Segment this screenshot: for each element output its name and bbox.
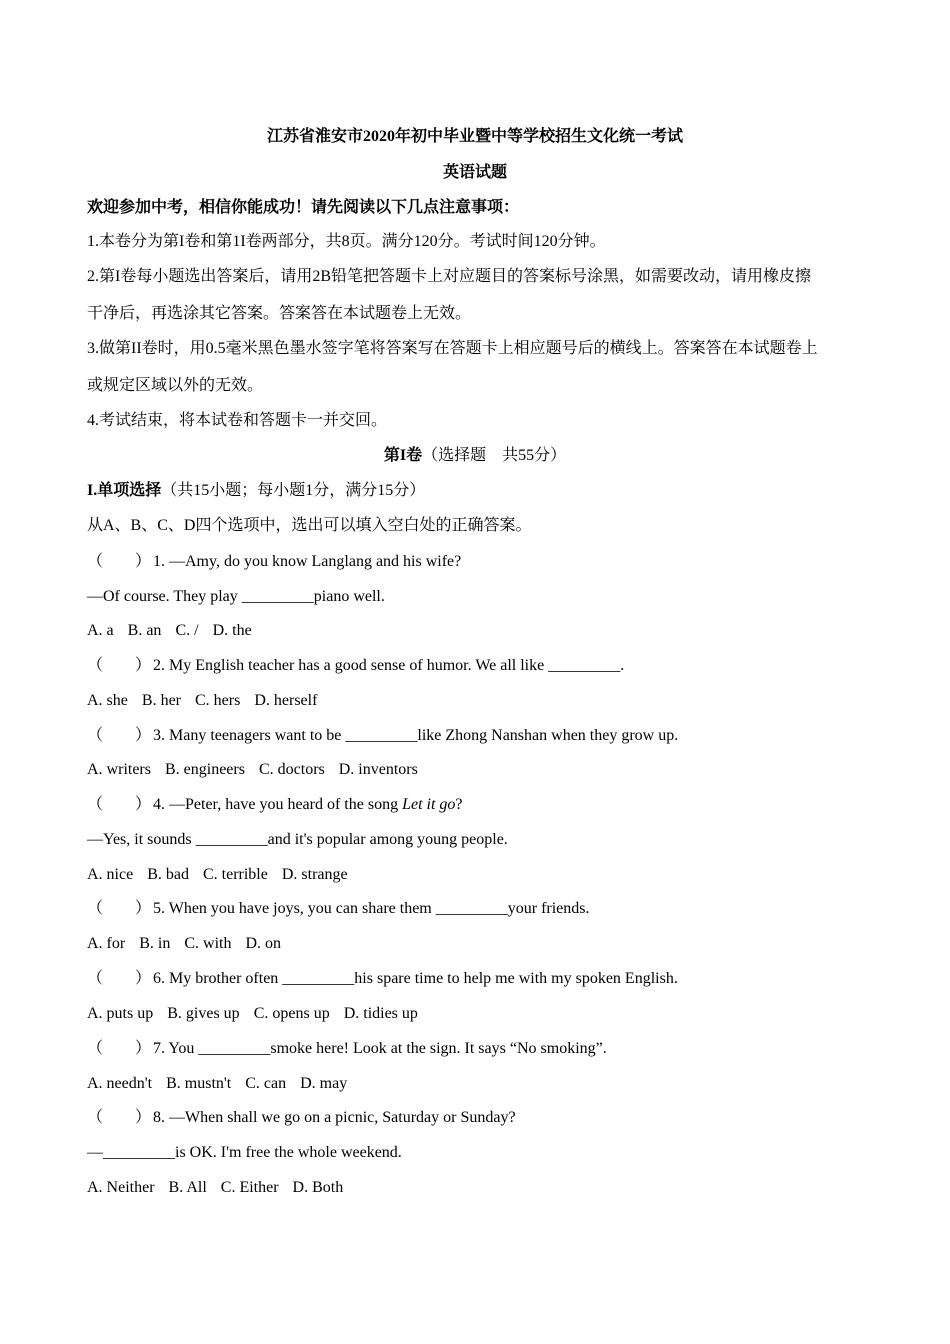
section-title [0, 446, 950, 466]
option: D. herself [254, 692, 318, 709]
option: A. she [87, 692, 128, 709]
answer-paren: （ ） [87, 1040, 152, 1057]
question-stem: 1. —Amy, do you know Langlang and his wife? [153, 553, 462, 570]
option: B. mustn't [166, 1075, 232, 1092]
option: D. inventors [338, 761, 418, 778]
option: C. with [184, 935, 232, 952]
question-stem-end: ? [455, 796, 463, 813]
note-4: 4.考试结束，将本试卷和答题卡一并交回。 [87, 412, 388, 429]
note-3-cont: 或规定区域以外的无效。 [87, 377, 264, 394]
part-instruction: 从A、B、C、D四个选项中，选出可以填入空白处的正确答案。 [87, 517, 532, 534]
question-1 [87, 552, 863, 572]
option: A. puts up [87, 1005, 154, 1022]
option: C. / [175, 622, 199, 639]
question-3-options [87, 760, 863, 780]
option: A. nice [87, 866, 134, 883]
question-1-options [87, 621, 863, 641]
option: B. her [141, 692, 181, 709]
question-stem: 7. You _________smoke here! Look at the sign. It says “No smoking”. [153, 1040, 607, 1057]
answer-paren: （ ） [87, 900, 152, 917]
answer-paren: （ ） [87, 727, 152, 744]
option: C. opens up [253, 1005, 330, 1022]
option: C. can [245, 1075, 287, 1092]
question-4-options [87, 865, 863, 885]
option: B. an [127, 622, 162, 639]
question-stem: 2. My English teacher has a good sense of humor. We all like _________. [153, 657, 625, 674]
option: A. a [87, 622, 114, 639]
question-stem: 3. Many teenagers want to be _________like Zhong Nanshan when they grow up. [153, 727, 679, 744]
option: D. Both [292, 1179, 344, 1196]
answer-paren: （ ） [87, 657, 152, 674]
song-title: Let it go [402, 796, 456, 813]
answer-paren: （ ） [87, 796, 152, 813]
question-4-reply: —Yes, it sounds _________and it's popular among young people. [87, 831, 508, 848]
answer-paren: （ ） [87, 970, 152, 987]
question-stem: 5. When you have joys, you can share them _________your friends. [153, 900, 590, 917]
question-6 [87, 969, 863, 989]
question-2-options [87, 691, 863, 711]
option: B. in [139, 935, 171, 952]
option: D. may [300, 1075, 348, 1092]
question-5 [87, 899, 863, 919]
question-7 [87, 1039, 863, 1059]
question-5-options [87, 934, 863, 954]
option: C. terrible [202, 866, 268, 883]
part-heading [87, 481, 863, 501]
exam-subtitle: 英语试题 [442, 164, 507, 181]
option: B. engineers [164, 761, 245, 778]
option: D. tidies up [343, 1005, 418, 1022]
option: C. Either [220, 1179, 279, 1196]
option: D. on [245, 935, 282, 952]
option: A. needn't [87, 1075, 153, 1092]
section-title-bold: 第I卷 [383, 447, 423, 464]
option: A. Neither [87, 1179, 155, 1196]
question-stem: 8. —When shall we go on a picnic, Saturday or Sunday? [153, 1109, 516, 1126]
exam-title: 江苏省淮安市2020年初中毕业暨中等学校招生文化统一考试 [266, 128, 683, 145]
question-3 [87, 726, 863, 746]
question-8 [87, 1108, 863, 1128]
question-stem: 6. My brother often _________his spare time to help me with my spoken English. [153, 970, 678, 987]
question-2 [87, 656, 863, 676]
question-stem: 4. —Peter, have you heard of the song [153, 796, 403, 813]
option: A. writers [87, 761, 151, 778]
option: C. doctors [258, 761, 325, 778]
note-2-cont: 干净后，再选涂其它答案。答案答在本试题卷上无效。 [87, 305, 472, 322]
option: A. for [87, 935, 126, 952]
note-2: 2.第I卷每小题选出答案后，请用2B铅笔把答题卡上对应题目的答案标号涂黑，如需要改动，请用橡皮擦 [87, 268, 812, 285]
answer-paren: （ ） [87, 553, 152, 570]
part-heading-bold: I.单项选择 [87, 482, 162, 499]
question-7-options [87, 1074, 863, 1094]
question-8-reply: —_________is OK. I'm free the whole weekend. [87, 1144, 402, 1161]
option: B. gives up [167, 1005, 240, 1022]
note-3: 3.做第II卷时，用0.5毫米黑色墨水签字笔将答案写在答题卡上相应题号后的横线上。答案答在本试题卷上 [87, 340, 818, 357]
option: B. All [168, 1179, 207, 1196]
option: C. hers [195, 692, 241, 709]
section-title-rest: （选择题 共55分） [422, 447, 567, 464]
question-1-reply: —Of course. They play _________piano well. [87, 588, 385, 605]
option: D. the [212, 622, 252, 639]
answer-paren: （ ） [87, 1109, 152, 1126]
part-heading-rest: （共15小题；每小题1分，满分15分） [161, 482, 426, 499]
option: D. strange [281, 866, 348, 883]
note-1: 1.本卷分为第I卷和第1I卷两部分，共8页。满分120分。考试时间120分钟。 [87, 233, 606, 250]
intro-text: 欢迎参加中考，相信你能成功！请先阅读以下几点注意事项： [87, 199, 520, 216]
question-4 [87, 795, 863, 815]
question-6-options [87, 1004, 863, 1024]
option: B. bad [147, 866, 189, 883]
question-8-options [87, 1178, 863, 1198]
